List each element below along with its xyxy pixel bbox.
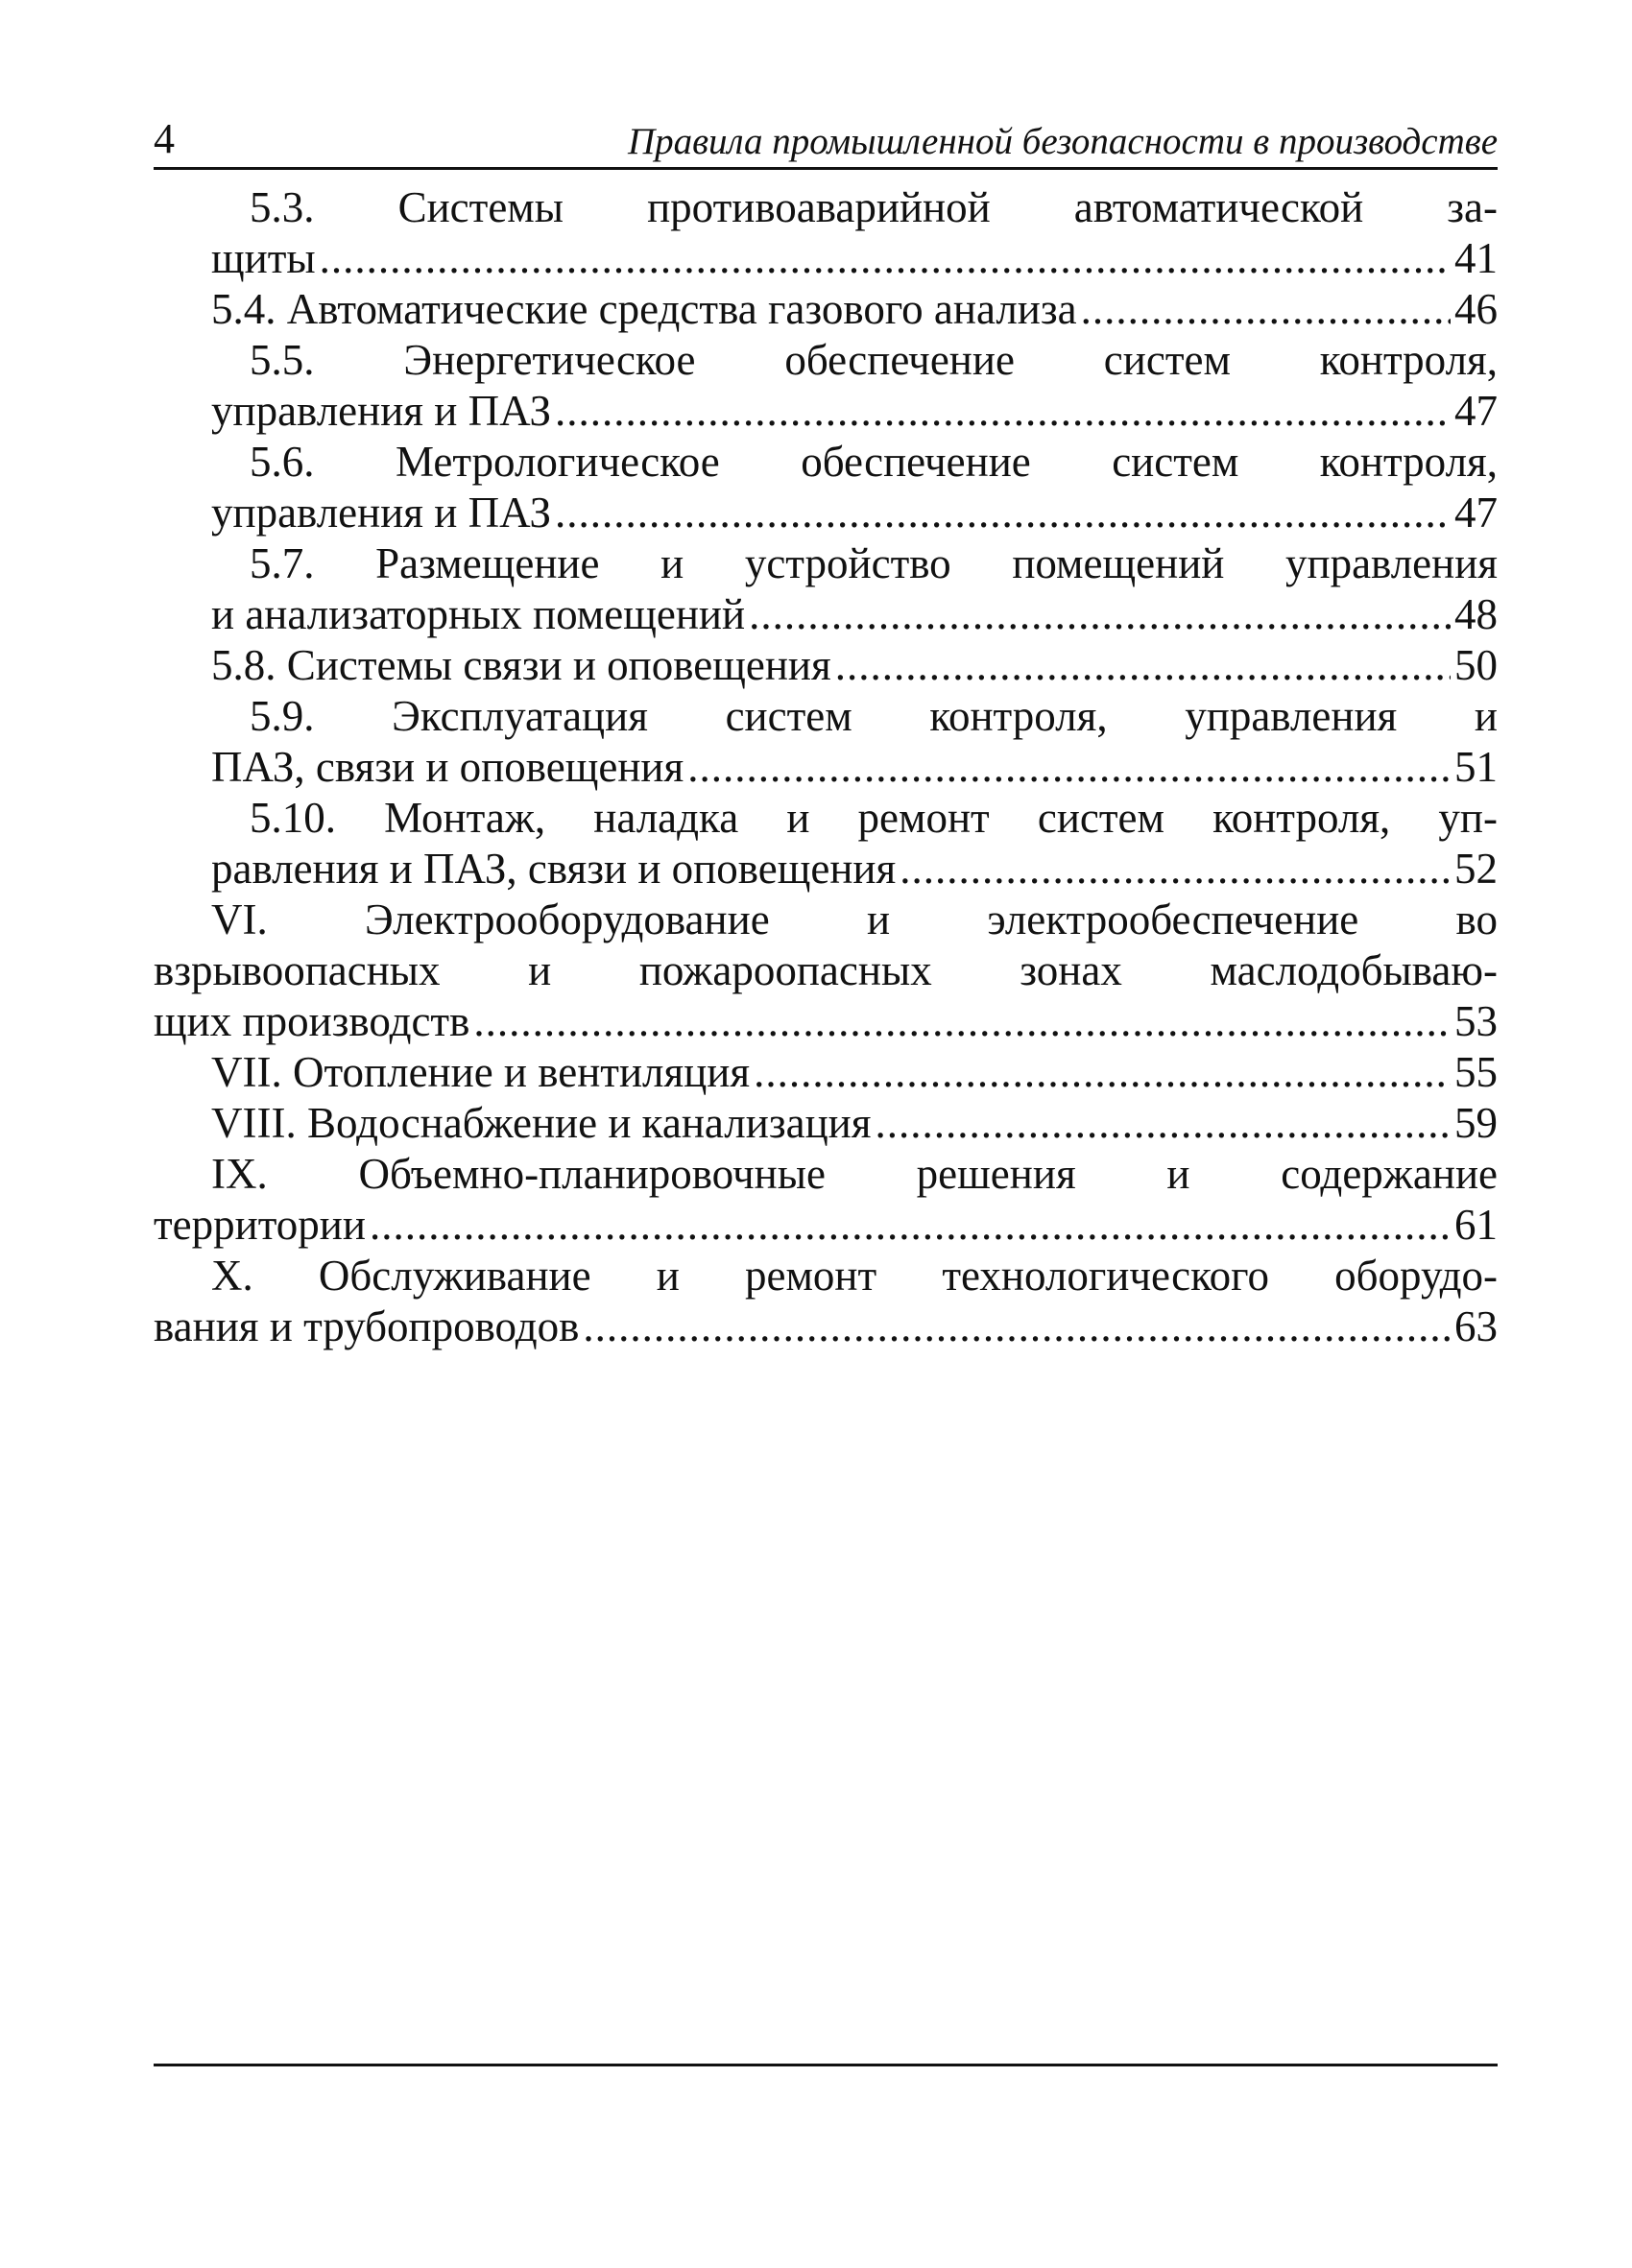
toc-text: территории: [154, 1201, 366, 1249]
toc-text: 5.9. Эксплуатация систем контроля, управления и: [250, 692, 1498, 740]
table-of-contents: [154, 182, 1498, 1352]
toc-entry-5-9[interactable]: [154, 742, 1498, 793]
toc-page-number: 47: [1454, 489, 1498, 537]
leader-dots: [835, 640, 1451, 691]
leader-dots: [370, 1200, 1451, 1251]
toc-text: 5.5. Энергетическое обеспечение систем контроля,: [250, 336, 1498, 384]
toc-text: взрывоопасных и пожароопасных зонах маслодобываю-: [154, 946, 1498, 994]
toc-text: X. Обслуживание и ремонт технологического оборудо-: [211, 1252, 1498, 1300]
toc-entry-10-line1: [154, 1251, 1498, 1301]
toc-text: ПАЗ, связи и оповещения: [211, 743, 684, 791]
toc-entry-5-5[interactable]: [154, 386, 1498, 437]
toc-text: 5.3. Системы противоаварийной автоматической за-: [250, 183, 1498, 231]
toc-text: 5.7. Размещение и устройство помещений управления: [250, 539, 1498, 587]
toc-page-number: 53: [1454, 997, 1498, 1045]
running-title: Правила промышленной безопасности в производстве: [627, 121, 1498, 162]
toc-page-number: 47: [1454, 387, 1498, 435]
leader-dots: [1081, 284, 1451, 335]
toc-page-number: 61: [1454, 1201, 1498, 1249]
toc-entry-5-3-line1: [154, 182, 1498, 233]
leader-dots: [473, 996, 1451, 1047]
leader-dots: [875, 1098, 1451, 1149]
toc-entry-6-line2: [154, 945, 1498, 996]
toc-text: IX. Объемно-планировочные решения и содержание: [211, 1150, 1498, 1198]
toc-entry-5-10-line1: [154, 793, 1498, 844]
toc-text: равления и ПАЗ, связи и оповещения: [211, 845, 897, 893]
toc-entry-5-7-line1: [154, 538, 1498, 589]
toc-entry-6-line1: [154, 895, 1498, 945]
leader-dots: [583, 1301, 1451, 1352]
toc-text: управления и ПАЗ: [211, 489, 552, 537]
toc-entry-6[interactable]: [154, 996, 1498, 1047]
toc-entry-5-8[interactable]: [154, 640, 1498, 691]
toc-entry-9[interactable]: [154, 1200, 1498, 1251]
toc-page-number: 63: [1454, 1302, 1498, 1350]
leader-dots: [749, 589, 1451, 640]
toc-text: VI. Электрооборудование и электрообеспечение во: [211, 895, 1498, 943]
toc-text: VII. Отопление и вентиляция: [211, 1048, 751, 1096]
toc-entry-5-6[interactable]: [154, 488, 1498, 538]
toc-text: управления и ПАЗ: [211, 387, 552, 435]
page-number: 4: [154, 115, 175, 162]
toc-text: 5.6. Метрологическое обеспечение систем контроля,: [250, 438, 1498, 486]
leader-dots: [754, 1047, 1451, 1098]
toc-page-number: 41: [1454, 234, 1498, 282]
toc-entry-7[interactable]: [154, 1047, 1498, 1098]
leader-dots: [687, 742, 1451, 793]
toc-page-number: 50: [1454, 641, 1498, 689]
toc-text: щиты: [211, 234, 316, 282]
toc-entry-5-10[interactable]: [154, 844, 1498, 895]
toc-entry-10[interactable]: [154, 1301, 1498, 1352]
toc-page-number: 51: [1454, 743, 1498, 791]
toc-page-number: 48: [1454, 590, 1498, 638]
toc-page-number: 59: [1454, 1099, 1498, 1147]
toc-text: 5.8. Системы связи и оповещения: [211, 641, 831, 689]
toc-entry-5-7[interactable]: [154, 589, 1498, 640]
leader-dots: [900, 844, 1451, 895]
toc-page-number: 52: [1454, 845, 1498, 893]
toc-entry-5-6-line1: [154, 437, 1498, 488]
toc-text: 5.4. Автоматические средства газового анализа: [211, 285, 1077, 333]
running-header: [154, 113, 1498, 170]
toc-page-number: 46: [1454, 285, 1498, 333]
toc-entry-5-4[interactable]: [154, 284, 1498, 335]
toc-text: VIII. Водоснабжение и канализация: [211, 1099, 872, 1147]
toc-entry-5-5-line1: [154, 335, 1498, 386]
leader-dots: [555, 488, 1451, 538]
leader-dots: [320, 233, 1451, 284]
toc-page-number: 55: [1454, 1048, 1498, 1096]
toc-entry-5-3[interactable]: [154, 233, 1498, 284]
toc-entry-8[interactable]: [154, 1098, 1498, 1149]
leader-dots: [555, 386, 1451, 437]
toc-entry-9-line1: [154, 1149, 1498, 1200]
footer-rule: [154, 2064, 1498, 2066]
toc-text: и анализаторных помещений: [211, 590, 746, 638]
toc-text: 5.10. Монтаж, наладка и ремонт систем контроля, уп-: [250, 794, 1498, 842]
toc-entry-5-9-line1: [154, 691, 1498, 742]
toc-text: щих производств: [154, 997, 470, 1045]
toc-text: вания и трубопроводов: [154, 1302, 580, 1350]
